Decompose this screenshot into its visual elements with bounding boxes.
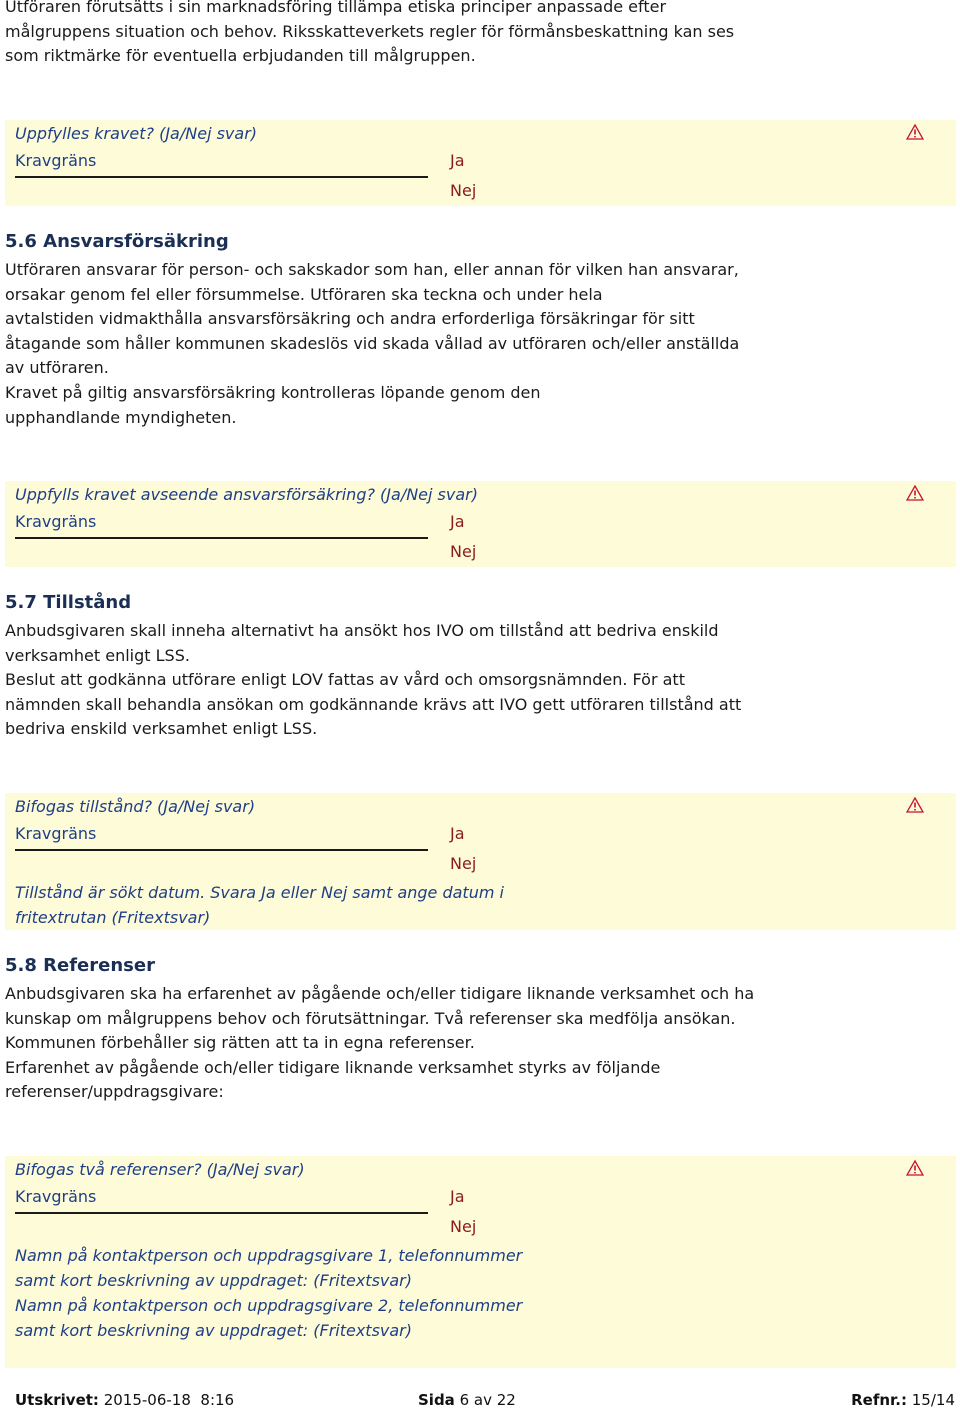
text-line: fritextrutan (Fritextsvar) (15, 907, 211, 927)
section-body-tillstand (5, 619, 741, 742)
text-line: Beslut att godkänna utförare enligt LOV fattas av vård och omsorgsnämnden. För att (5, 670, 685, 690)
question-title: Uppfylls kravet avseende ansvarsförsäkring? (Ja/Nej svar) (15, 485, 478, 504)
text-line: samt kort beskrivning av uppdraget: (Fritextsvar) (15, 1270, 412, 1290)
text-line: Anbudsgivaren skall inneha alternativt ha ansökt hos IVO om tillstånd att bedriva enskild (5, 621, 719, 640)
text-line: Kravet på giltig ansvarsförsäkring kontrolleras löpande genom den (5, 382, 541, 402)
text-line: upphandlande myndigheten. (5, 407, 237, 427)
fritext-instruction (15, 881, 504, 930)
text-line: Utföraren ansvarar för person- och sakskador som han, eller annan för vilken han ansvarar, (5, 260, 739, 279)
answer-ja[interactable]: Ja (450, 512, 465, 531)
text-line: Kommunen förbehåller sig rätten att ta in egna referenser. (5, 1033, 475, 1053)
answer-ja[interactable]: Ja (450, 1187, 465, 1206)
kravgrans-divider (15, 1212, 428, 1214)
kravgrans-label: Kravgräns (15, 151, 97, 170)
answer-ja[interactable]: Ja (450, 824, 465, 843)
answer-nej[interactable]: Nej (450, 854, 477, 873)
warning-icon (906, 485, 924, 501)
section-heading-tillstand: 5.7 Tillstånd (5, 592, 132, 613)
question-box-uppfylles (5, 120, 956, 206)
footer-printed-value: 2015-06-18 8:16 (103, 1391, 235, 1409)
question-box-tillstand (5, 793, 956, 930)
section-heading-referenser: 5.8 Referenser (5, 955, 155, 976)
kravgrans-divider (15, 176, 428, 178)
text-line: som riktmärke för eventuella erbjudanden till målgruppen. (5, 46, 476, 66)
footer-refnr-value: 15/14 (911, 1391, 955, 1409)
question-box-referenser (5, 1156, 956, 1368)
question-title: Bifogas tillstånd? (Ja/Nej svar) (15, 797, 256, 816)
text-line: Namn på kontaktperson och uppdragsgivare 1, telefonnummer (15, 1246, 523, 1265)
text-line: bedriva enskild verksamhet enligt LSS. (5, 719, 318, 739)
intro-paragraph (5, 0, 734, 69)
fritext-reference-1 (15, 1244, 522, 1293)
kravgrans-label: Kravgräns (15, 1187, 97, 1206)
fritext-reference-2 (15, 1294, 522, 1343)
footer-printed-label: Utskrivet: (15, 1391, 99, 1409)
text-line: verksamhet enligt LSS. (5, 645, 190, 665)
answer-ja[interactable]: Ja (450, 151, 465, 170)
text-line: orsakar genom fel eller försummelse. Utföraren ska teckna och under hela (5, 284, 603, 304)
section-body-referenser (5, 982, 754, 1105)
text-line: av utföraren. (5, 358, 109, 378)
warning-icon (906, 1160, 924, 1176)
text-line: Utföraren förutsätts i sin marknadsföring tillämpa etiska principer anpassade efter (5, 0, 667, 16)
footer-refnr-label: Refnr.: (851, 1391, 907, 1409)
section-body-ansvarsforsakring (5, 258, 739, 430)
question-title: Bifogas två referenser? (Ja/Nej svar) (15, 1160, 305, 1179)
text-line: Anbudsgivaren ska ha erfarenhet av pågående och/eller tidigare liknande verksamhet och ha (5, 984, 755, 1003)
footer-page-label: Sida (418, 1391, 455, 1409)
footer-refnr (851, 1391, 955, 1409)
text-line: åtagande som håller kommunen skadeslös vid skada vållad av utföraren och/eller anställda (5, 333, 740, 353)
question-title: Uppfylles kravet? (Ja/Nej svar) (15, 124, 258, 143)
footer-page (418, 1391, 516, 1409)
kravgrans-divider (15, 537, 428, 539)
text-line: nämnden skall behandla ansökan om godkännande krävs att IVO gett utföraren tillstånd att (5, 694, 742, 714)
kravgrans-divider (15, 849, 428, 851)
warning-icon (906, 124, 924, 140)
kravgrans-label: Kravgräns (15, 512, 97, 531)
text-line: avtalstiden vidmakthålla ansvarsförsäkring och andra erforderliga försäkringar för sitt (5, 309, 695, 329)
text-line: kunskap om målgruppens behov och förutsättningar. Två referenser ska medfölja ansökan. (5, 1008, 736, 1028)
warning-icon (906, 797, 924, 813)
answer-nej[interactable]: Nej (450, 181, 477, 200)
text-line: Tillstånd är sökt datum. Svara Ja eller Nej samt ange datum i (15, 883, 504, 902)
footer-page-value: 6 av 22 (459, 1391, 516, 1409)
section-heading-ansvarsforsakring: 5.6 Ansvarsförsäkring (5, 231, 229, 252)
text-line: samt kort beskrivning av uppdraget: (Fritextsvar) (15, 1320, 412, 1340)
text-line: Erfarenhet av pågående och/eller tidigare liknande verksamhet styrks av följande (5, 1057, 661, 1077)
answer-nej[interactable]: Nej (450, 1217, 477, 1236)
text-line: referenser/uppdragsgivare: (5, 1082, 224, 1102)
answer-nej[interactable]: Nej (450, 542, 477, 561)
question-box-ansvarsforsakring (5, 481, 956, 567)
kravgrans-label: Kravgräns (15, 824, 97, 843)
text-line: Namn på kontaktperson och uppdragsgivare 2, telefonnummer (15, 1296, 523, 1315)
text-line: målgruppens situation och behov. Riksskatteverkets regler för förmånsbeskattning kan ses (5, 21, 735, 41)
footer-printed (15, 1391, 234, 1409)
